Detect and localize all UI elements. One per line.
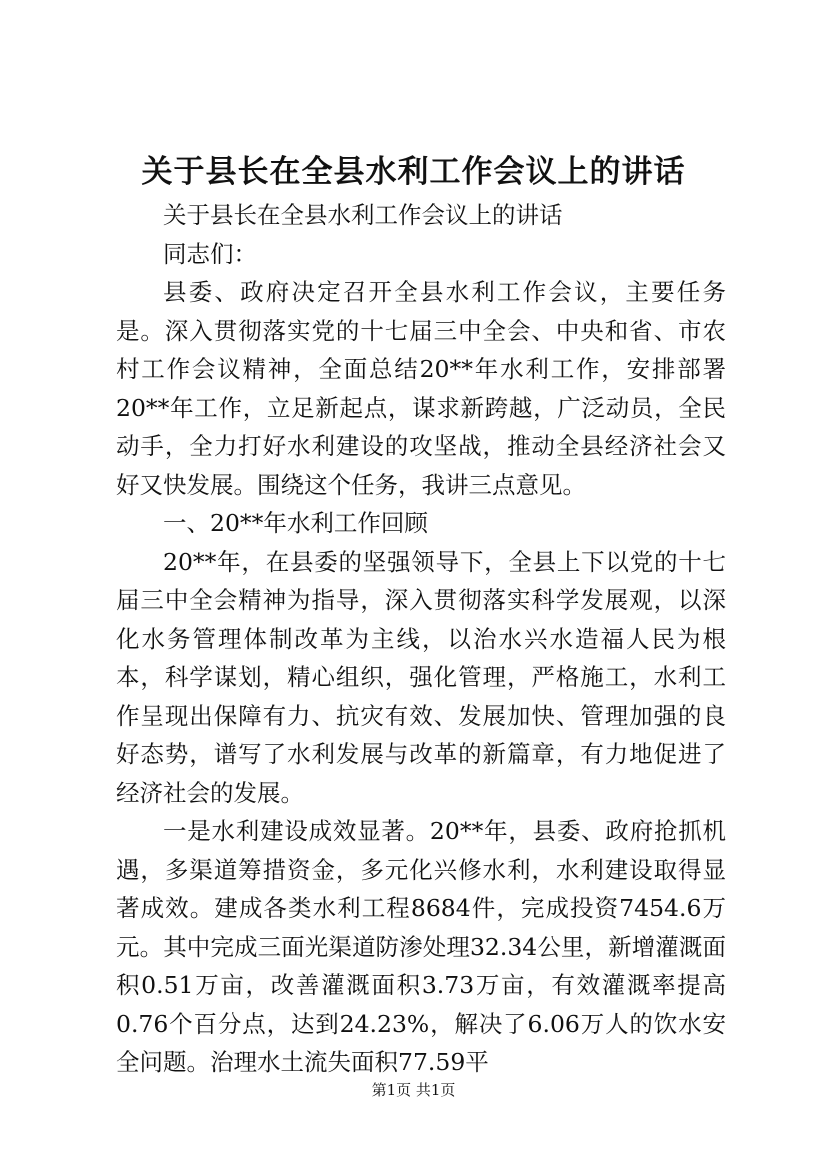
subtitle-paragraph: 关于县长在全县水利工作会议上的讲话	[163, 201, 563, 229]
review-paragraph: 20**年，在县委的坚强领导下，全县上下以党的十七届三中全会精神为指导，深入贯彻落实科学发展观，以深化水务管理体制改革为主线，以治水兴水造福人民为根本，科学谋划，精心组织，强化管理，严格施工，水利工作呈现出保障有力、抗灾有效、发展加快、管理加强的良好态势，谱写了水利发展与改革的新篇章，有力地促进了经济社会的发展。	[116, 547, 726, 807]
document-title: 关于县长在全县水利工作会议上的讲话	[141, 154, 686, 190]
achievement-paragraph: 一是水利建设成效显著。20**年，县委、政府抢抓机遇，多渠道筹措资金，多元化兴修水利，水利建设取得显著成效。建成各类水利工程8684件，完成投资7454.6万元。其中完成三面光渠道防渗处理32.34公里，新增灌溉面积0.51万亩，改善灌溉面积3.73万亩，有效灌溉率提高0.76个百分点，达到24.23%，解决了6.06万人的饮水安全问题。治理水土流失面积77.59平	[116, 817, 726, 1076]
document-body	[116, 196, 726, 1082]
page-footer: 第1页 共1页	[371, 1081, 456, 1099]
section-heading: 一、20**年水利工作回顾	[163, 509, 428, 537]
intro-paragraph: 县委、政府决定召开全县水利工作会议，主要任务是。深入贯彻落实党的十七届三中全会、中央和省、市农村工作会议精神，全面总结20**年水利工作，安排部署20**年工作，立足新起点，谋求新跨越，广泛动员，全民动手，全力打好水利建设的攻坚战，推动全县经济社会又好又快发展。围绕这个任务，我讲三点意见。	[116, 278, 726, 499]
salutation-paragraph: 同志们：	[163, 239, 257, 268]
